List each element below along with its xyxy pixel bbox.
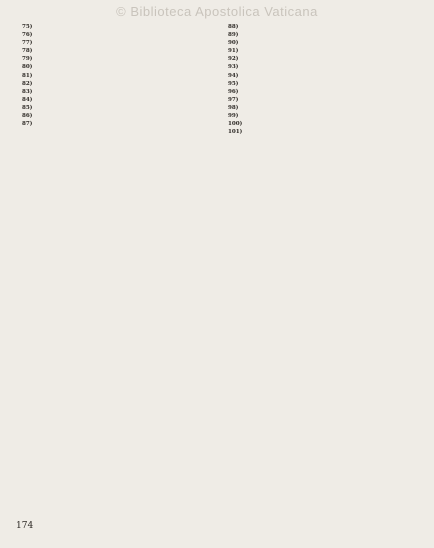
footnotes-left-column bbox=[16, 24, 207, 504]
footnote-number: 82) bbox=[22, 80, 33, 87]
footnote-number: 92) bbox=[228, 56, 239, 63]
footnote bbox=[222, 129, 413, 136]
footnote bbox=[16, 89, 207, 96]
footnote bbox=[16, 56, 207, 63]
footnote bbox=[16, 48, 207, 55]
footnote-number: 75) bbox=[22, 24, 33, 30]
footnote-number: 91) bbox=[228, 48, 239, 55]
footnote-number: 99) bbox=[228, 113, 239, 120]
footnote-number: 96) bbox=[228, 88, 239, 95]
footnote-number: 95) bbox=[228, 80, 239, 87]
footnote bbox=[16, 121, 207, 128]
footnote bbox=[222, 73, 413, 80]
footnote-number: 86) bbox=[22, 113, 33, 120]
footnote bbox=[16, 113, 207, 120]
footnote bbox=[222, 32, 413, 39]
footnote bbox=[222, 48, 413, 55]
footnote bbox=[222, 105, 413, 112]
footnote bbox=[16, 81, 207, 88]
footnote bbox=[16, 32, 207, 39]
footnote bbox=[16, 97, 207, 104]
footnote bbox=[222, 24, 413, 31]
footnote-number: 85) bbox=[22, 104, 33, 111]
footnote-number: 90) bbox=[228, 40, 239, 47]
footnote bbox=[222, 64, 413, 71]
footnote-number: 76) bbox=[22, 32, 33, 39]
footnote-number: 97) bbox=[228, 96, 239, 103]
footnotes-right-column bbox=[222, 24, 413, 504]
footnote-number: 88) bbox=[228, 24, 239, 30]
footnote bbox=[16, 105, 207, 112]
footnote bbox=[16, 64, 207, 71]
footnote-number: 77) bbox=[22, 40, 33, 47]
footnote-number: 89) bbox=[228, 32, 239, 39]
footnote bbox=[222, 113, 413, 120]
footnote-number: 78) bbox=[22, 48, 33, 55]
footnote bbox=[16, 40, 207, 47]
footnote bbox=[16, 24, 207, 31]
footnote-number: 98) bbox=[228, 104, 239, 111]
footnote-number: 94) bbox=[228, 72, 239, 79]
footnote-number: 87) bbox=[22, 121, 33, 128]
footnote-number: 93) bbox=[228, 64, 239, 71]
footnote-number: 83) bbox=[22, 88, 33, 95]
footnote bbox=[222, 81, 413, 88]
footnote bbox=[222, 97, 413, 104]
footnote-number: 100) bbox=[228, 121, 243, 128]
footnote-number: 84) bbox=[22, 96, 33, 103]
footnote-number: 80) bbox=[22, 64, 33, 71]
footnote bbox=[222, 89, 413, 96]
footnote bbox=[222, 121, 413, 128]
footnote-number: 101) bbox=[228, 129, 243, 136]
watermark: © Biblioteca Apostolica Vaticana bbox=[116, 4, 318, 19]
footnote bbox=[222, 40, 413, 47]
footnote-number: 81) bbox=[22, 72, 33, 79]
footnote-number: 79) bbox=[22, 56, 33, 63]
footnote bbox=[222, 56, 413, 63]
page-number: 174 bbox=[16, 521, 34, 531]
footnote bbox=[16, 73, 207, 80]
